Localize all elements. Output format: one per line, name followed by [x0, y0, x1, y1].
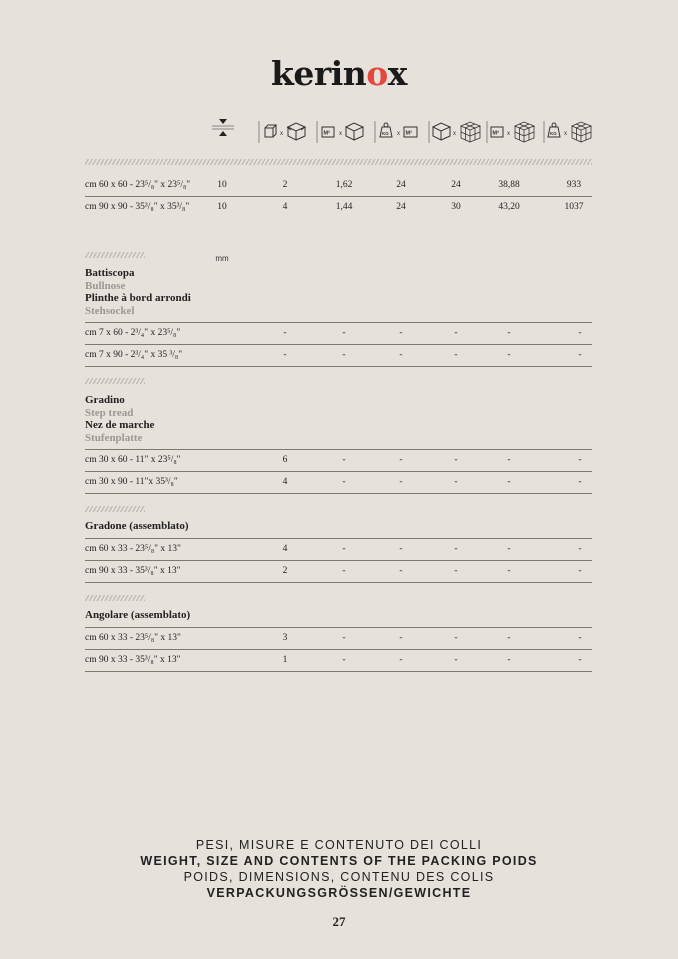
section-title: Step tread	[85, 406, 134, 419]
value-cell: -	[507, 328, 511, 338]
value-cell: 4	[282, 202, 288, 212]
value-cell: 1	[282, 654, 288, 665]
value-cell: -	[578, 565, 582, 576]
kg-label: KG	[382, 131, 389, 136]
value-cell: -	[399, 543, 403, 554]
value-cell: -	[399, 477, 403, 487]
row-divider	[85, 366, 592, 367]
value-cell: -	[454, 654, 458, 665]
value-cell: -	[342, 455, 346, 465]
value-cell: 43,20	[498, 202, 520, 212]
value-cell: -	[454, 477, 458, 487]
section-title: Plinthe à bord arrondi	[85, 292, 191, 304]
section-title: Battiscopa	[85, 267, 135, 279]
value-cell: -	[507, 477, 511, 487]
value-cell: -	[342, 543, 346, 554]
m2-label: M²	[323, 130, 330, 137]
logo-accent-letter: o	[366, 54, 388, 93]
row-divider	[85, 493, 592, 494]
value-cell: 2	[282, 180, 288, 190]
section-hatch-marker	[85, 252, 145, 258]
table-row	[85, 627, 592, 649]
value-cell: 38,88	[498, 180, 520, 190]
value-cell: -	[399, 455, 403, 465]
value-cell: 1037	[564, 202, 584, 212]
value-cell: -	[283, 328, 287, 338]
value-cell: -	[454, 565, 458, 576]
table-row	[85, 471, 592, 493]
times-sign: x	[564, 131, 567, 137]
thickness-icon	[212, 118, 234, 148]
section-title: Stehsockel	[85, 304, 135, 317]
table-row	[85, 560, 592, 582]
m2-per-box-icon	[316, 118, 366, 148]
value-cell: -	[342, 477, 346, 487]
value-cell: 1,44	[335, 202, 353, 212]
size-cell: cm 90 x 33 - 35³/₈" x 13"	[85, 565, 181, 576]
value-cell: -	[454, 455, 458, 465]
table-row	[85, 322, 592, 344]
value-cell: -	[399, 565, 403, 576]
times-sign: x	[453, 131, 456, 137]
brand-logo	[0, 54, 678, 93]
table-row	[85, 538, 592, 560]
m2-per-pallet-icon	[486, 118, 538, 148]
value-cell: -	[507, 632, 511, 643]
size-cell: cm 90 x 33 - 35³/₈" x 13"	[85, 654, 181, 665]
section-hatch-marker	[85, 378, 145, 384]
times-sign: x	[507, 131, 510, 137]
value-cell: -	[507, 654, 511, 665]
value-cell: -	[342, 565, 346, 576]
section-title: Gradone (assemblato)	[85, 520, 189, 532]
value-cell: -	[283, 350, 287, 360]
value-cell: -	[507, 543, 511, 554]
page-number: 27	[332, 914, 346, 929]
value-cell: -	[507, 565, 511, 576]
boxes-per-pallet-icon	[428, 118, 484, 148]
value-cell: -	[578, 654, 582, 665]
value-cell: -	[578, 477, 582, 487]
value-cell: -	[399, 654, 403, 665]
logo-text-end: x	[387, 54, 407, 93]
kg-label: KG	[550, 131, 557, 136]
value-cell: -	[578, 543, 582, 554]
size-cell: cm 90 x 90 - 35³/₈" x 35³/₈"	[85, 202, 190, 212]
m2-label: M²	[492, 130, 499, 137]
footer-line-german: VERPACKUNGSGRÖSSEN/GEWICHTE	[206, 886, 472, 900]
times-sign: x	[339, 131, 342, 137]
footer-line-french: POIDS, DIMENSIONS, CONTENU DES COLIS	[183, 870, 495, 884]
mm-label: mm	[215, 254, 229, 263]
size-cell: cm 60 x 33 - 23⁵/₈" x 13"	[85, 632, 181, 643]
table-row	[85, 649, 592, 671]
row-divider	[85, 582, 592, 583]
table-row	[85, 344, 592, 366]
value-cell: 4	[282, 543, 288, 554]
section-title: Nez de marche	[85, 419, 155, 431]
value-cell: 10	[217, 202, 227, 212]
value-cell: 24	[396, 180, 406, 190]
value-cell: -	[342, 632, 346, 643]
footer-line-italian: PESI, MISURE E CONTENUTO DEI COLLI	[195, 838, 483, 852]
value-cell: -	[507, 455, 511, 465]
size-cell: cm 30 x 60 - 11" x 23⁵/₈"	[85, 455, 181, 465]
value-cell: 6	[282, 455, 288, 465]
value-cell: -	[507, 350, 511, 360]
section-title: Gradino	[85, 394, 125, 406]
value-cell: 30	[451, 202, 461, 212]
value-cell: -	[578, 328, 582, 338]
section-hatch-marker	[85, 506, 145, 512]
value-cell: 24	[396, 202, 406, 212]
section-title: Stufenplatte	[85, 431, 143, 444]
logo-text-start: kerin	[271, 54, 367, 93]
value-cell: 933	[566, 180, 582, 190]
size-cell: cm 60 x 33 - 23⁵/₈" x 13"	[85, 543, 181, 554]
table-row	[85, 174, 592, 196]
value-cell: -	[342, 654, 346, 665]
value-cell: 2	[282, 565, 288, 576]
section-hatch-marker	[85, 595, 145, 601]
section-title: Bullnose	[85, 279, 126, 292]
value-cell: 4	[282, 477, 288, 487]
value-cell: -	[399, 350, 403, 360]
size-cell: cm 30 x 90 - 11"x 35³/₈"	[85, 477, 178, 487]
value-cell: -	[399, 632, 403, 643]
size-cell: cm 7 x 90 - 2³/₄" x 35 ³/₈"	[85, 350, 183, 360]
section-title: Angolare (assemblato)	[85, 609, 191, 621]
m2-label: M²	[405, 130, 412, 137]
row-divider	[85, 671, 592, 672]
kg-per-m2-icon	[374, 118, 424, 148]
value-cell: -	[454, 350, 458, 360]
value-cell: -	[399, 328, 403, 338]
value-cell: 24	[451, 180, 461, 190]
value-cell: -	[578, 350, 582, 360]
value-cell: -	[454, 328, 458, 338]
kg-per-pallet-icon	[543, 118, 595, 148]
value-cell: 10	[217, 180, 227, 190]
main-hatch-divider	[85, 159, 592, 165]
size-cell: cm 7 x 60 - 2³/₄" x 23⁵/₈"	[85, 328, 181, 338]
value-cell: -	[578, 632, 582, 643]
value-cell: 3	[282, 632, 288, 643]
pieces-per-box-icon	[258, 118, 308, 148]
table-row	[85, 449, 592, 471]
size-cell: cm 60 x 60 - 23⁵/₈" x 23⁵/₈"	[85, 180, 191, 190]
footer-line-english: WEIGHT, SIZE AND CONTENTS OF THE PACKING POIDS	[140, 854, 538, 868]
times-sign: x	[280, 131, 283, 137]
value-cell: -	[342, 328, 346, 338]
times-sign: x	[397, 131, 400, 137]
value-cell: -	[342, 350, 346, 360]
value-cell: -	[454, 543, 458, 554]
value-cell: -	[578, 455, 582, 465]
table-row	[85, 196, 592, 218]
value-cell: 1,62	[335, 180, 353, 190]
value-cell: -	[454, 632, 458, 643]
